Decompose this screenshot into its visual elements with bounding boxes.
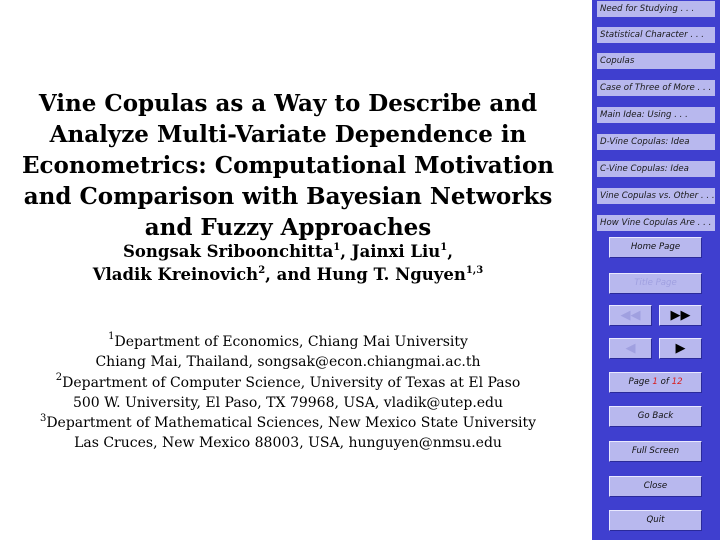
nav-item-label: How Vine Copulas Are . . . <box>597 215 715 231</box>
close-button[interactable]: Close <box>609 476 702 497</box>
next-page-button[interactable] <box>659 338 702 359</box>
right-arrow-icon: ▶ <box>675 341 686 356</box>
nav-item-label: Copulas <box>597 53 715 69</box>
nav-item-label: Main Idea: Using . . . <box>597 107 715 123</box>
page-prefix: Page <box>628 377 653 387</box>
author-name: Hung T. Nguyen <box>316 265 466 284</box>
author-line: Songsak Sriboonchitta$^1$, Jainxi Liu$^1$, <box>123 241 453 261</box>
author-name: Jainxi Liu <box>351 242 441 261</box>
author-name: Songsak Sriboonchitta <box>123 242 334 261</box>
title-line: and Fuzzy Approaches <box>144 214 432 241</box>
nav-item-label: Case of Three of More . . . <box>597 80 715 96</box>
nav-item-how-vine-copulas[interactable] <box>592 215 720 235</box>
double-left-arrow-icon: ◀◀ <box>620 308 641 323</box>
navigation-sidebar <box>592 0 720 540</box>
page-total: 12 <box>671 377 683 387</box>
title-page-button[interactable]: Title Page <box>609 273 702 294</box>
author-sup: 2 <box>258 264 266 276</box>
page-current: 1 <box>652 377 658 387</box>
affiliation-line: Chiang Mai, Thailand, songsak@econ.chiangmai.ac.th <box>95 354 481 371</box>
double-right-arrow-icon: ▶▶ <box>670 308 691 323</box>
affiliation-sup: 1 <box>108 331 115 343</box>
affiliation-line <box>8 332 568 352</box>
nav-item-main-idea[interactable] <box>592 107 720 127</box>
author-name: Vladik Kreinovich <box>92 265 259 284</box>
title-line: Vine Copulas as a Way to Describe and <box>38 90 538 117</box>
previous-page-button[interactable] <box>609 338 652 359</box>
author-sup: 1 <box>333 241 341 253</box>
go-back-button[interactable]: Go Back <box>609 406 702 427</box>
left-arrow-icon: ◀ <box>625 341 636 356</box>
nav-item-label: Need for Studying . . . <box>597 1 715 17</box>
author-sup: 1 <box>440 241 448 253</box>
nav-item-need-for-studying[interactable] <box>592 1 720 21</box>
affiliation-text: Department of Economics, Chiang Mai University <box>114 334 468 350</box>
nav-item-label: D-Vine Copulas: Idea <box>597 134 715 150</box>
nav-item-copulas[interactable] <box>592 53 720 73</box>
home-page-button[interactable]: Home Page <box>609 237 702 258</box>
author-list <box>18 240 558 286</box>
nav-item-label: Statistical Character . . . <box>597 27 715 43</box>
affiliations <box>8 332 568 454</box>
page-of: of <box>657 377 672 387</box>
author-sup: 1,3 <box>465 264 484 276</box>
affiliation-line: Las Cruces, New Mexico 88003, USA, hunguyen@nmsu.edu <box>74 435 502 452</box>
page-indicator <box>609 372 702 393</box>
affiliation-text: Department of Mathematical Sciences, New Mexico State University <box>46 415 537 432</box>
full-screen-button[interactable]: Full Screen <box>609 441 702 462</box>
nav-item-vine-vs-other[interactable] <box>592 188 720 208</box>
first-page-button[interactable] <box>609 305 652 326</box>
affiliation-line: 500 W. University, El Paso, TX 79968, USA, vladik@utep.edu <box>72 394 504 411</box>
title-line: Econometrics: Computational Motivation <box>21 152 555 179</box>
affiliation-text: Department of Computer Science, University of Texas at El Paso <box>62 374 521 391</box>
affiliation-line <box>8 373 568 393</box>
affiliation-line <box>8 413 568 433</box>
author-line: Vladik Kreinovich$^2$, and Hung T. Nguyen$^{1,3}$ <box>92 264 484 284</box>
author-conj: and <box>276 265 317 284</box>
nav-item-label: C-Vine Copulas: Idea <box>597 161 715 177</box>
title-line: Analyze Multi-Variate Dependence in <box>49 121 527 148</box>
paper-title <box>18 88 558 243</box>
nav-item-d-vine[interactable] <box>592 134 720 154</box>
quit-button[interactable]: Quit <box>609 510 702 531</box>
title-line: and Comparison with Bayesian Networks <box>23 183 553 210</box>
affiliation-sup: 2 <box>55 371 63 383</box>
last-page-button[interactable] <box>659 305 702 326</box>
nav-item-case-of-three[interactable] <box>592 80 720 100</box>
nav-item-label: Vine Copulas vs. Other . . . <box>597 188 715 204</box>
nav-item-c-vine[interactable] <box>592 161 720 181</box>
affiliation-sup: 3 <box>39 412 47 424</box>
nav-item-statistical-character[interactable] <box>592 27 720 47</box>
